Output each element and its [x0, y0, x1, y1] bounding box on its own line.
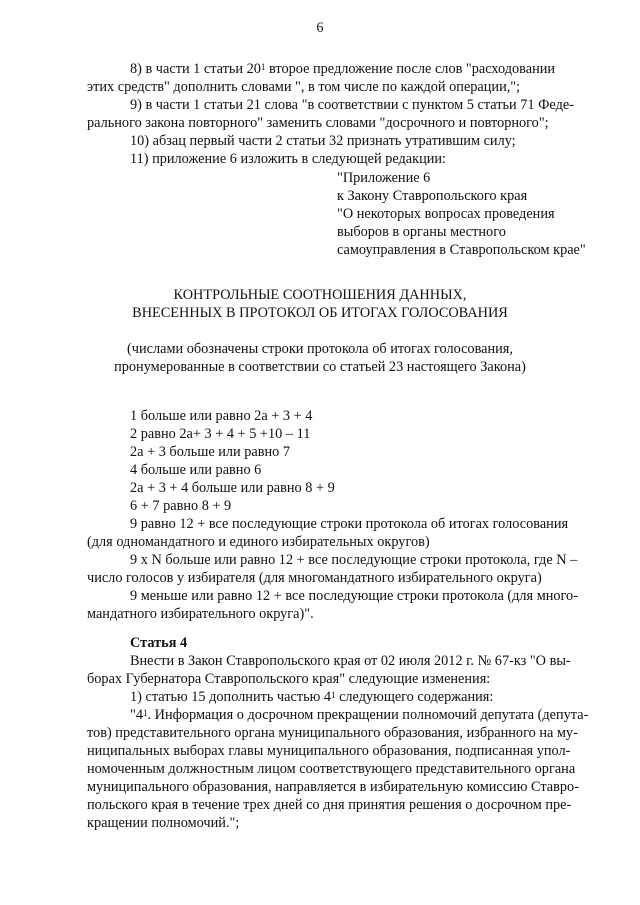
relation-line: 2а + 3 + 4 больше или равно 8 + 9 [130, 480, 335, 496]
amendment-9-line1: 9) в части 1 статьи 21 слова "в соответствии с пунктом 5 статьи 71 Феде- [130, 97, 574, 113]
amendment-8-line2: этих средств" дополнить словами ", в том числе по каждой операции,"; [87, 79, 521, 95]
document-title-line: ВНЕСЕННЫХ В ПРОТОКОЛ ОБ ИТОГАХ ГОЛОСОВАНИЯ [132, 305, 508, 321]
appendix-header-line: самоуправления в Ставропольском крае" [337, 242, 586, 258]
relation-line: 9 х N больше или равно 12 + все последующие строки протокола, где N – [130, 552, 578, 568]
relation-line: 1 больше или равно 2а + 3 + 4 [130, 408, 313, 424]
amendment-8-line1: 8) в части 1 статьи $20^1$ второе предложение после слов "расходовании [130, 61, 556, 77]
appendix-header-line: "Приложение 6 [337, 170, 431, 186]
relation-line: 2а + 3 больше или равно 7 [130, 444, 291, 460]
document-title-line: КОНТРОЛЬНЫЕ СООТНОШЕНИЯ ДАННЫХ, [173, 287, 467, 303]
amendment-9-line2: рального закона повторного" заменить словами "досрочного и повторного"; [87, 115, 549, 131]
article-intro-line: борах Губернатора Ставропольского края" следующие изменения: [87, 671, 491, 687]
relation-line: мандатного избирательного округа)". [87, 606, 314, 622]
article-paragraph-line: номоченным должностным лицом соответствующего представительного органа [87, 761, 576, 777]
article-heading: Статья 4 [130, 635, 188, 651]
subtitle-line: (числами обозначены строки протокола об итогах голосования, [127, 341, 513, 357]
amendment-10: 10) абзац первый части 2 статьи 32 признать утратившим силу; [130, 133, 516, 149]
article-paragraph-line: муниципального образования, направляется в избирательную комиссию Ставро- [87, 779, 579, 795]
appendix-header-line: выборов в органы местного [337, 224, 506, 240]
relation-line: 9 меньше или равно 12 + все последующие строки протокола (для много- [130, 588, 578, 604]
article-paragraph-line: кращении полномочий."; [87, 815, 240, 831]
article-paragraph-line: "$4^1$. Информация о досрочном прекращении полномочий депутата (депута- [130, 707, 589, 723]
relation-line: 9 равно 12 + все последующие строки протокола об итогах голосования [130, 516, 569, 532]
relation-line: 6 + 7 равно 8 + 9 [130, 498, 232, 514]
appendix-header-line: к Закону Ставропольского края [337, 188, 528, 204]
relation-line: число голосов у избирателя (для многомандатного избирательного округа) [87, 570, 542, 586]
subtitle-line: пронумерованные в соответствии со статьей 23 настоящего Закона) [114, 359, 526, 375]
appendix-header-line: "О некоторых вопросах проведения [337, 206, 555, 222]
relation-line: 2 равно 2а+ 3 + 4 + 5 +10 – 11 [130, 426, 311, 442]
article-intro-line: Внести в Закон Ставропольского края от 02 июля 2012 г. № 67-кз "О вы- [130, 653, 571, 669]
relation-line: (для одномандатного и единого избирательных округов) [87, 534, 430, 550]
article-item-1: 1) статью 15 дополнить частью $4^1$ следующего содержания: [130, 689, 494, 705]
amendment-11: 11) приложение 6 изложить в следующей редакции: [130, 151, 446, 167]
article-paragraph-line: тов) представительного органа муниципального образования, избранного на му- [87, 725, 578, 741]
relation-line: 4 больше или равно 6 [130, 462, 262, 478]
page-number: 6 [316, 20, 324, 36]
article-paragraph-line: ниципальных выборах главы муниципального образования, подписанная упол- [87, 743, 571, 759]
article-paragraph-line: польского края в течение трех дней со дня принятия решения о досрочном пре- [87, 797, 572, 813]
